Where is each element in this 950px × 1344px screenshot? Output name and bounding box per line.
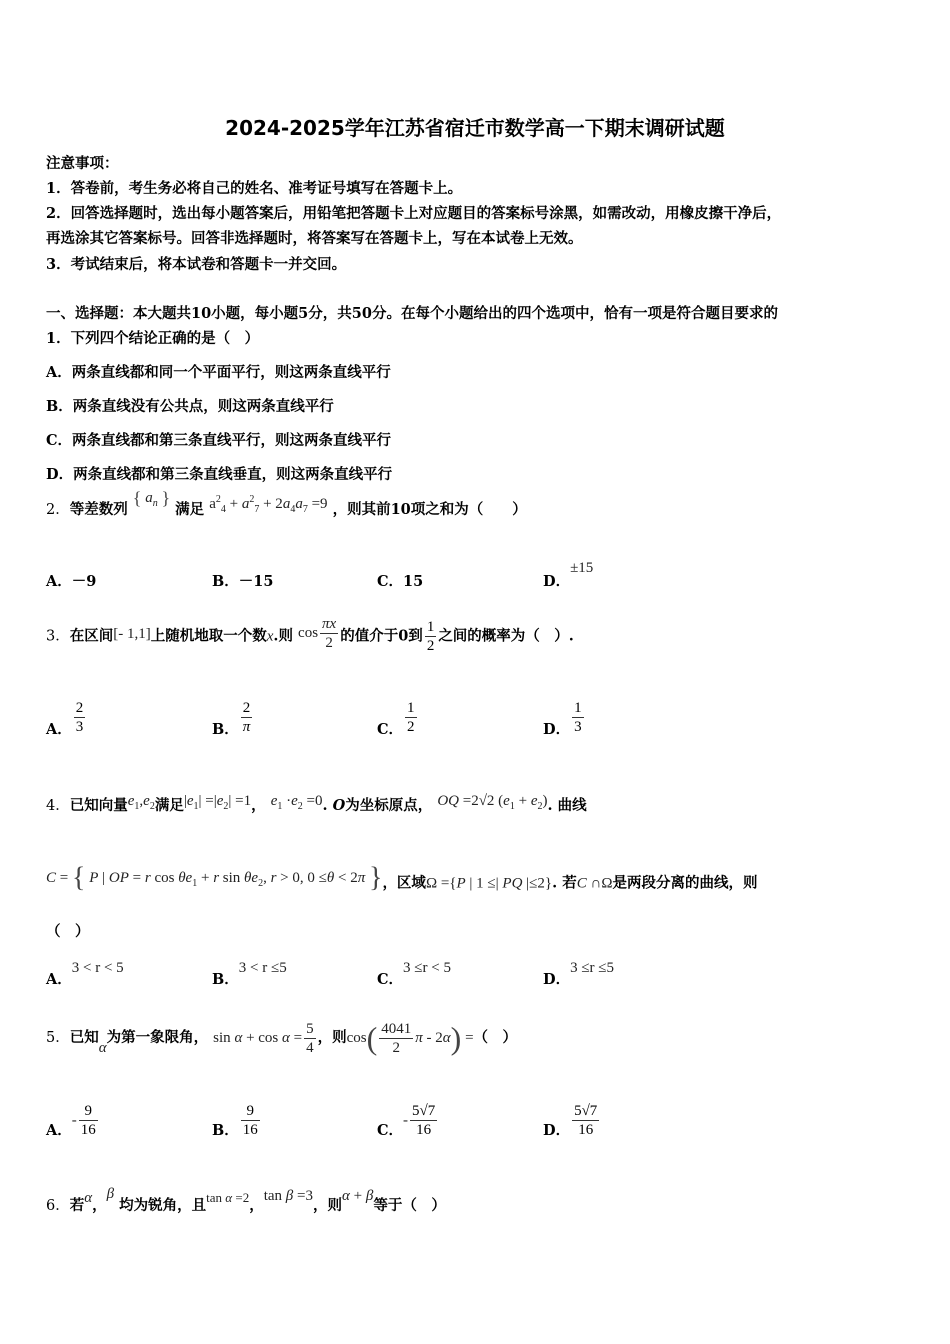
q4-curve-line — [46, 863, 758, 900]
option-label: B． — [212, 971, 239, 988]
option-value: $\frac{1}{3}$ — [574, 700, 582, 735]
q4-text: 为坐标原点， — [345, 797, 433, 814]
q4-stem — [46, 794, 587, 817]
q2-text: 等差数列 — [69, 501, 128, 518]
q6-text: ， — [249, 1197, 264, 1214]
option-value: $\frac{1}{2}$ — [407, 700, 415, 735]
q6-num: 6． — [46, 1198, 70, 1214]
q3-interval: [- 1,1] — [113, 625, 151, 642]
q3-cos-formula: cos $\frac{\pi x}{2}$ — [298, 615, 337, 651]
option-label: A． — [46, 971, 72, 988]
q4-option-c — [377, 960, 451, 989]
option-label: A． — [46, 573, 72, 590]
q1-option-d: D．两条直线都和第三条直线垂直，则这两条直线平行 — [46, 466, 393, 483]
q6-text: 均为锐角，且 — [119, 1197, 207, 1214]
option-value: $\frac{5√7}{16}$ — [412, 1103, 436, 1138]
q4-text: 满足 — [154, 797, 184, 814]
option-label: B． — [212, 1121, 239, 1139]
q6-tan-beta: tan β =3 — [263, 1188, 313, 1204]
option-value: 3 < r ≤5 — [238, 960, 287, 976]
option-label: C． — [377, 720, 404, 738]
option-label: C． — [377, 573, 404, 590]
page-title: 2024-2025学年江苏省宿迁市数学高一下期末调研试题 — [225, 116, 725, 140]
q1-option-a: A．两条直线都和同一个平面平行，则这两条直线平行 — [46, 364, 391, 381]
q4-text: 已知向量 — [69, 797, 128, 814]
q4-curve-formula: C = { P | OP = r $\cos \theta e_1 + r$ $\sin \theta e_2$, r > 0, 0 ≤θ < 2π } — [46, 863, 383, 894]
q5-option-d — [543, 1102, 601, 1139]
q5-text: 已知 — [69, 1028, 99, 1046]
q1-option-b: B．两条直线没有公共点，则这两条直线平行 — [46, 398, 334, 415]
option-value: ±15 — [570, 560, 594, 576]
option-value: 15 — [403, 573, 424, 590]
q4-text: . — [322, 797, 333, 814]
q5-text: （ ） — [473, 1028, 518, 1046]
q5-text: ，则 — [317, 1028, 347, 1046]
q4-text: ， — [251, 797, 266, 814]
q5-option-b — [212, 1102, 262, 1139]
q2-option-c — [377, 570, 423, 591]
q5-text: 为第一象限角， — [106, 1028, 209, 1046]
option-value: －9 — [71, 573, 97, 590]
q5-alpha: α — [98, 1039, 107, 1056]
q6-sum: α + β — [342, 1188, 374, 1204]
notice-heading: 注意事项： — [46, 155, 119, 172]
q6-stem — [46, 1186, 446, 1215]
q4-text: . 若 — [552, 874, 577, 892]
q3-text: 上随机地取一个数 — [150, 627, 267, 645]
q3-option-b — [212, 699, 254, 736]
option-value: 3 < r < 5 — [71, 960, 124, 976]
q2-stem — [46, 488, 527, 521]
q2-num: 2． — [46, 502, 70, 518]
q2-option-b — [212, 570, 273, 591]
q5-option-c — [377, 1102, 439, 1139]
option-value: $\frac{5√7}{16}$ — [574, 1103, 598, 1138]
option-value: $\frac{9}{16}$ — [80, 1103, 96, 1138]
option-label: B． — [212, 720, 239, 738]
q4-text: 是两段分离的曲线，则 — [612, 874, 758, 892]
q4-origin: O — [332, 797, 346, 814]
q5-stem — [46, 1020, 517, 1057]
option-label: C． — [377, 1121, 404, 1139]
q3-text: 在区间 — [69, 627, 114, 645]
q5-sum-formula: sin α + cos α = $\frac{5}{4}$ — [213, 1021, 314, 1056]
q4-option-d — [543, 960, 615, 989]
q3-text: 之间的概率为（ ）. — [438, 627, 574, 645]
q2-text: ，则其前10项之和为（ ） — [332, 501, 527, 518]
q4-oq-formula: OQ =2√2 $(e_1 + e_2)$ — [437, 793, 548, 812]
notice-item: 3．考试结束后，将本试卷和答题卡一并交回。 — [46, 256, 347, 273]
q6-text: 等于（ ） — [373, 1197, 446, 1214]
q5-num: 5． — [46, 1029, 70, 1046]
q2-condition-formula: $a^2_4 + a^2_7 + 2a_4a_7 =9$ — [209, 494, 328, 515]
q3-text: 的值介于0到 — [340, 627, 423, 645]
q5-cos-formula: cos( $\frac{4041}{2}$ π - 2α) = — [346, 1020, 474, 1056]
option-label: A． — [46, 1121, 72, 1139]
option-value: $\frac{2}{3}$ — [75, 700, 84, 735]
q3-num: 3． — [46, 628, 70, 645]
q4-option-a — [46, 960, 124, 989]
option-label: C． — [377, 971, 404, 988]
q3-option-a — [46, 699, 87, 736]
option-value: 3 ≤r ≤5 — [570, 960, 615, 976]
q2-option-a — [46, 570, 96, 591]
q4-dot-formula: $e_1 \cdot e_2 =0$ — [270, 793, 323, 812]
q4-text: . 曲线 — [547, 797, 587, 814]
notice-item: 再选涂其它答案标号。回答非选择题时，将答案写在答题卡上，写在本试卷上无效。 — [46, 230, 583, 247]
option-label: D． — [543, 971, 571, 988]
option-sign: - — [71, 1112, 77, 1129]
q4-norm-formula: $|e_1| =|e_2| =1$ — [183, 793, 252, 812]
q4-option-b — [212, 960, 287, 989]
option-value: $\frac{9}{16}$ — [242, 1103, 258, 1138]
notice-item: 1．答卷前，考生务必将自己的姓名、准考证号填写在答题卡上。 — [46, 180, 463, 197]
q2-sequence-formula: { $a_n$ } — [132, 488, 171, 509]
q4-paren: （ ） — [46, 923, 90, 940]
q4-intersect-formula: C ∩Ω — [576, 875, 613, 892]
option-value: －15 — [238, 573, 274, 590]
q4-text: ，区域 — [382, 874, 426, 892]
section-header: 一、选择题：本大题共10小题，每小题5分，共50分。在每个小题给出的四个选项中，恰有一项是符合题目要求的 — [46, 305, 778, 322]
q6-alpha: α — [84, 1190, 93, 1206]
q3-stem: 3．在区间[- 1,1]上随机地取一个数x.则 cos $\frac{\pi x}{2}$ 的值介于0到 $\frac{1}{2}$ 之间的概率为（ ）. — [46, 615, 574, 654]
option-label: A． — [46, 720, 72, 738]
q3-option-c — [377, 699, 419, 736]
option-value: 3 ≤r < 5 — [403, 960, 451, 976]
q3-text: .则 — [273, 627, 293, 645]
q2-option-d — [543, 560, 594, 591]
option-label: B． — [212, 573, 239, 590]
notice-item: 2．回答选择题时，选出每小题答案后，用铅笔把答题卡上对应题目的答案标号涂黑，如需改动，用橡皮擦干净后， — [46, 205, 782, 222]
q6-text: 若 — [69, 1197, 85, 1214]
q6-beta: β — [106, 1186, 115, 1202]
option-label: D． — [543, 1121, 571, 1139]
q4-vectors: $e_1,e_2$ — [127, 793, 155, 812]
q4-num: 4． — [46, 798, 70, 814]
option-label: D． — [543, 720, 571, 738]
q6-text: ， — [92, 1197, 107, 1214]
q6-text: ，则 — [313, 1197, 342, 1214]
q5-option-a — [46, 1102, 100, 1139]
q3-half: $\frac{1}{2}$ — [426, 619, 435, 654]
q2-text: 满足 — [175, 501, 205, 518]
option-sign: - — [403, 1112, 409, 1129]
q3-option-d — [543, 699, 586, 736]
q4-region-formula: Ω ={P | 1 ≤| PQ |≤2} — [425, 875, 553, 892]
q1-stem: 1．下列四个结论正确的是（ ） — [46, 330, 260, 347]
option-label: D． — [543, 573, 571, 590]
q6-tan-alpha: tan α =2 — [206, 1190, 250, 1205]
q1-option-c: C．两条直线都和第三条直线平行，则这两条直线平行 — [46, 432, 392, 449]
option-value: $\frac{2}{\pi}$ — [242, 700, 251, 735]
